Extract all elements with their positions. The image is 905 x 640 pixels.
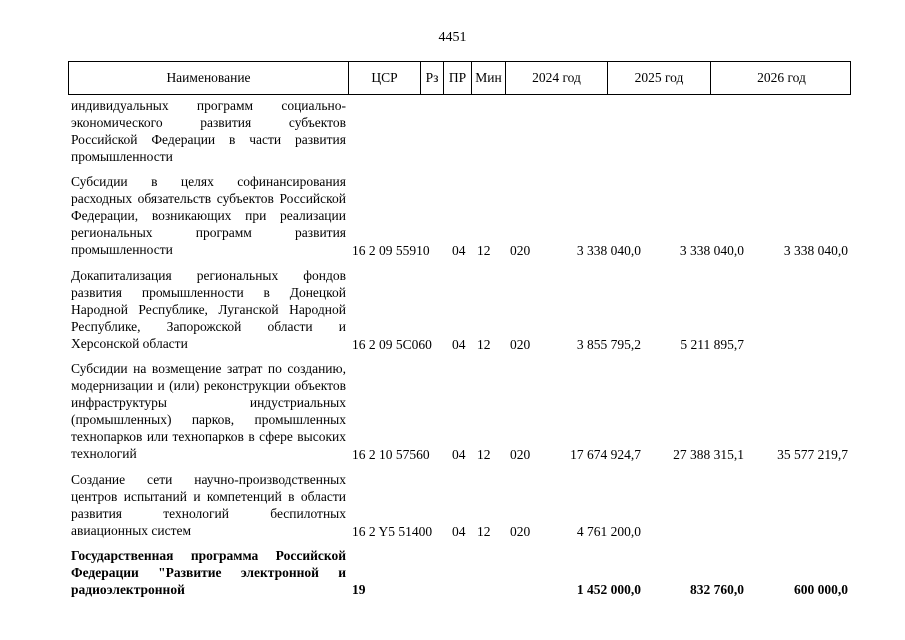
row-rz: 04: [452, 447, 466, 462]
header-pr: ПР: [444, 62, 472, 94]
row-2026: 600 000,0: [794, 582, 848, 597]
header-min: Мин: [472, 62, 506, 94]
row-2025: 27 388 315,1: [673, 447, 744, 462]
row-2024: 17 674 924,7: [570, 447, 641, 462]
row-2026: 3 338 040,0: [783, 243, 848, 258]
header-2026: 2026 год: [757, 70, 806, 85]
row-min: 020: [510, 337, 531, 352]
row-min: 020: [510, 447, 531, 462]
row-rz: 04: [452, 243, 466, 258]
header-rz: Рз: [421, 62, 444, 94]
row-csr: 16 2 10 57560: [352, 447, 430, 462]
row-min: 020: [510, 243, 531, 258]
header-2025: 2025 год: [608, 62, 711, 94]
header-name: Наименование: [69, 62, 349, 94]
row-rz: 04: [452, 524, 466, 539]
row-min: 020: [510, 524, 531, 539]
row-2025: 832 760,0: [690, 582, 744, 597]
row-2026: 35 577 219,7: [777, 447, 848, 462]
row-name: Докапитализация региональных фондов развития промышленности в Донецкой Народной Республике, Луганской Народной Республике, Запорожской области и Херсонской области: [71, 268, 346, 351]
row-name: индивидуальных программ социально-экономического развития субъектов Российской Федерации в части развития промышленности: [71, 98, 346, 164]
row-name: Субсидии на возмещение затрат по созданию, модернизации и (или) реконструкции объектов инфраструктуры индустриальных (промышленных) парков, промышленных технопарков или технопарков в сфере высоких технологий: [71, 361, 346, 461]
row-2025: 5 211 895,7: [680, 337, 744, 352]
row-name: Государственная программа Российской Федерации "Развитие электронной и радиоэлектронной: [71, 548, 346, 597]
page-number: 4451: [438, 30, 467, 45]
row-csr: 16 2 Y5 51400: [352, 524, 433, 539]
row-pr: 12: [477, 447, 491, 462]
table-header: [68, 61, 851, 95]
row-pr: 12: [477, 337, 491, 352]
row-2024: 1 452 000,0: [576, 582, 641, 597]
header-2024: 2024 год: [506, 62, 608, 94]
row-pr: 12: [477, 524, 491, 539]
row-csr: 16 2 09 55910: [352, 243, 430, 258]
row-csr: 19: [352, 582, 366, 597]
row-name: Субсидии в целях софинансирования расходных обязательств субъектов Российской Федерации, возникающих при реализации региональных программ развития промышленности: [71, 174, 346, 257]
row-rz: 04: [452, 337, 466, 352]
row-2025: 3 338 040,0: [679, 243, 744, 258]
row-name: Создание сети научно-производственных центров испытаний и компетенций в области развития технологий беспилотных авиационных систем: [71, 472, 346, 538]
row-2024: 3 855 795,2: [576, 337, 641, 352]
header-csr: ЦСР: [349, 62, 421, 94]
row-2024: 4 761 200,0: [576, 524, 641, 539]
row-2024: 3 338 040,0: [576, 243, 641, 258]
row-csr: 16 2 09 5С060: [352, 337, 432, 352]
row-pr: 12: [477, 243, 491, 258]
